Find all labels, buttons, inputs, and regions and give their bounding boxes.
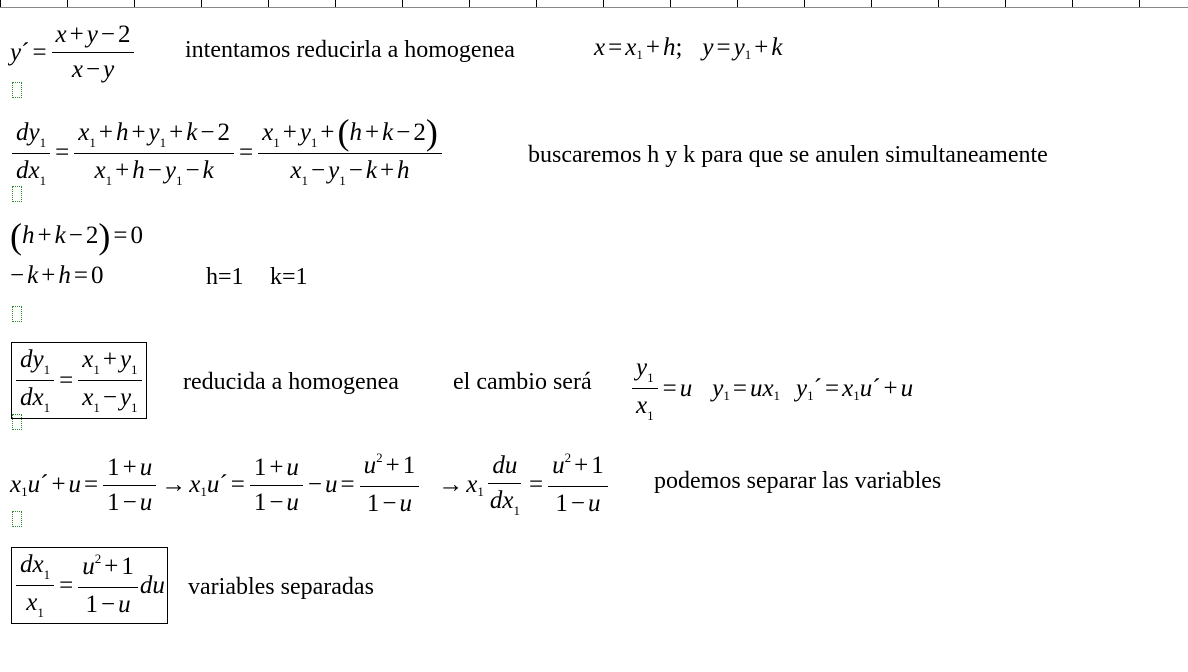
text-reducir: intentamos reducirla a homogenea	[185, 37, 515, 63]
value-h: h=1	[206, 264, 244, 290]
text-cursor-1	[12, 82, 22, 98]
text-buscaremos: buscaremos h y k para que se anulen simultaneamente	[528, 142, 1048, 168]
text-cambio: el cambio será	[453, 369, 592, 395]
text-separadas: variables separadas	[188, 574, 374, 600]
boxed-equation-1: $\frac{dy_1}{dx_1}$ = $\frac{x_1 + y_1}{x_1 - y_1}$	[11, 342, 147, 419]
equation-3b: − k + h = 0	[10, 262, 104, 289]
equation-1: y ´ = $\frac{x + y - 2}{x - y}$	[10, 20, 136, 85]
equation-2: $\frac{dy_1}{dx_1}$ = $\frac{x_1 + h + y_1 + k - 2}{x_1 + h - y_1 - k}$ = $\frac{x_1 + y_1 +(h + k - 2)}{x_1 - y_1 - k + h}$	[10, 117, 444, 189]
text-cursor-2	[12, 186, 22, 202]
text-cursor-4	[12, 414, 22, 430]
substitution-eq: x = x 1 + h ; y = y 1 + k	[594, 34, 783, 62]
equation-3a: ( h + k − 2 ) = 0	[10, 216, 143, 256]
text-podemos: podemos separar las variables	[654, 468, 942, 494]
text-cursor-5	[12, 511, 22, 527]
top-ruler	[0, 0, 1188, 8]
change-of-variable: $\frac{y_1}{x_1}$ = u y 1 = ux 1 y 1 ´ = x 1 u ´ + u	[630, 353, 913, 424]
fraction-1: $\frac{x + y - 2}{x - y}$	[52, 20, 135, 85]
text-reducida: reducida a homogenea	[183, 369, 399, 395]
equation-5: x 1 u ´ + u = $\frac{1 + u}{1 - u}$ → x 1 u ´ = $\frac{1 + u}{1 - u}$ − u = $\frac{u^2 + 1}{1 - u}$ → x 1 $\frac{du}{dx_1}$ = $\frac{u^2 + 1}{1 - u}$	[10, 451, 610, 519]
text-cursor-3	[12, 306, 22, 322]
boxed-equation-2: $\frac{dx_1}{x_1}$ = $\frac{u^2 + 1}{1 - u}$ du	[11, 547, 168, 624]
value-k: k=1	[270, 264, 308, 290]
